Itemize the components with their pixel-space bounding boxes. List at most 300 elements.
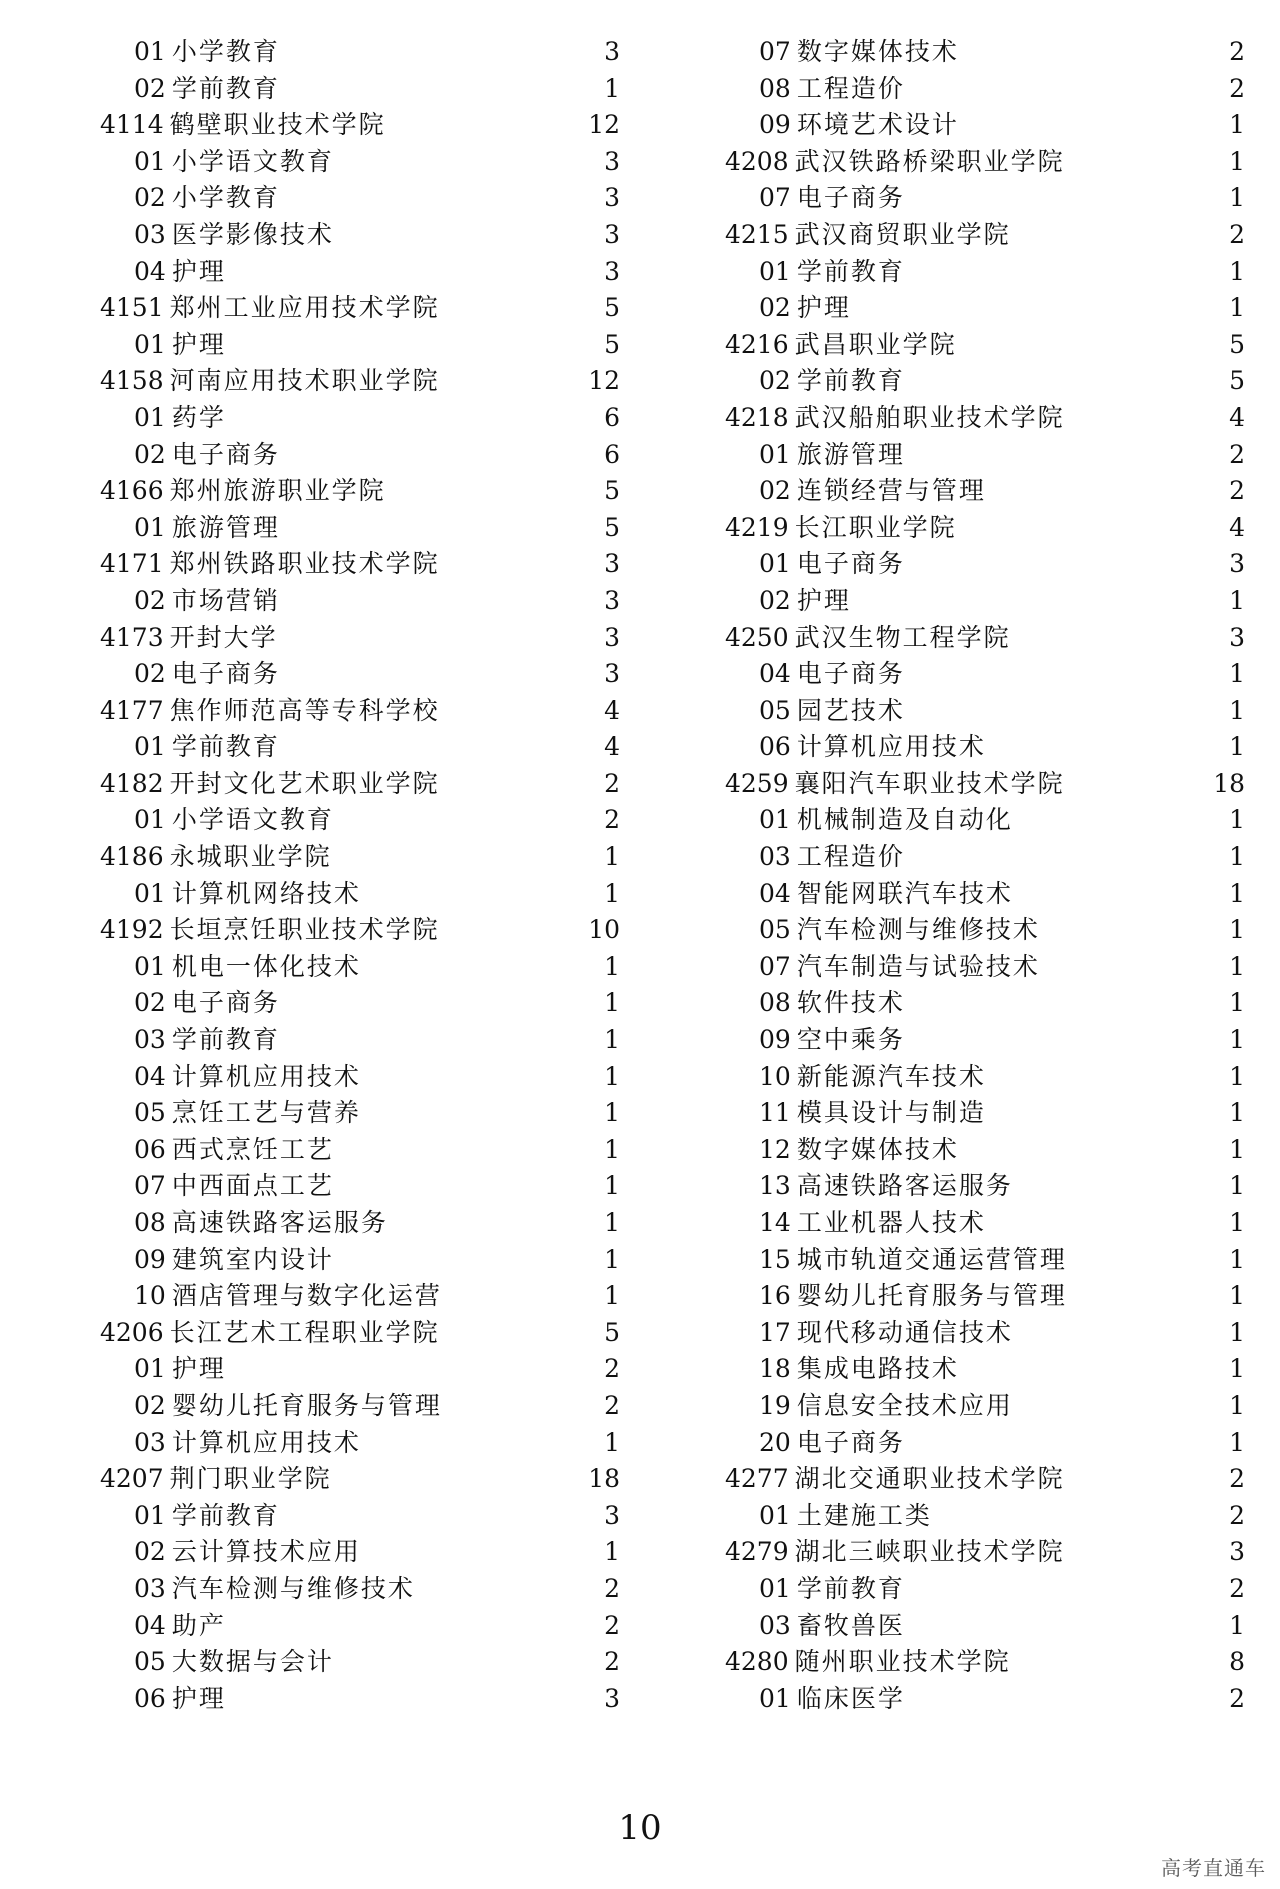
school-row (100, 839, 620, 876)
major-name: 模具设计与制造 (796, 1098, 986, 1128)
major-row (100, 1498, 620, 1535)
school-row (100, 620, 620, 657)
school-row (100, 473, 620, 510)
major-name: 汽车检测与维修技术 (171, 1573, 415, 1603)
major-row (725, 437, 1245, 474)
quota-count: 12 (588, 366, 620, 396)
major-code: 01 (134, 146, 166, 176)
quota-count: 18 (1213, 768, 1245, 798)
major-row (725, 802, 1245, 839)
major-name: 集成电路技术 (796, 1354, 959, 1384)
major-name: 药学 (171, 402, 226, 432)
major-name: 工业机器人技术 (796, 1208, 986, 1237)
major-row (725, 1278, 1245, 1315)
major-row (100, 1278, 620, 1315)
watermark: 高考直通车 (1161, 1856, 1266, 1880)
major-name: 机械制造及自动化 (796, 805, 1013, 835)
major-name: 护理 (171, 256, 226, 286)
major-code: 01 (134, 951, 166, 981)
major-code: 02 (134, 659, 166, 689)
major-code: 11 (759, 1098, 791, 1128)
major-row (100, 1242, 620, 1279)
major-name: 婴幼儿托育服务与管理 (171, 1390, 442, 1420)
major-code: 06 (759, 732, 791, 762)
major-row (100, 949, 620, 986)
major-code: 02 (134, 1390, 166, 1420)
major-name: 学前教育 (796, 366, 905, 396)
major-row (100, 1388, 620, 1425)
quota-count: 3 (604, 1683, 620, 1713)
quota-count: 1 (604, 988, 620, 1018)
major-code: 09 (134, 1244, 166, 1274)
major-row (725, 546, 1245, 583)
quota-count: 1 (1229, 732, 1245, 762)
major-name: 信息安全技术应用 (796, 1390, 1013, 1420)
major-name: 婴幼儿托育服务与管理 (796, 1281, 1067, 1311)
major-row (725, 949, 1245, 986)
major-code: 01 (759, 1500, 791, 1530)
major-code: 02 (134, 585, 166, 615)
major-row (100, 1168, 620, 1205)
major-row (725, 1095, 1245, 1132)
major-code: 09 (759, 1025, 791, 1055)
major-name: 助产 (171, 1610, 226, 1640)
major-row (100, 1351, 620, 1388)
major-code: 01 (759, 256, 791, 286)
major-name: 护理 (796, 585, 851, 615)
major-name: 软件技术 (796, 988, 905, 1018)
major-code: 04 (134, 1610, 166, 1640)
quota-count: 3 (604, 37, 620, 66)
major-code: 08 (759, 73, 791, 103)
major-row (100, 327, 620, 364)
school-row (100, 1315, 620, 1352)
major-row (725, 1315, 1245, 1352)
school-row (100, 363, 620, 400)
major-row (725, 656, 1245, 693)
school-row (725, 217, 1245, 254)
school-name: 郑州工业应用技术学院 (169, 293, 440, 323)
major-row (725, 34, 1245, 71)
major-code: 14 (759, 1208, 791, 1237)
school-code: 4280 (725, 1647, 789, 1677)
school-code: 4277 (725, 1464, 789, 1494)
quota-count: 2 (1229, 1573, 1245, 1603)
major-row (725, 1388, 1245, 1425)
quota-count: 5 (604, 329, 620, 359)
major-name: 护理 (171, 1354, 226, 1384)
school-name: 随州职业技术学院 (794, 1647, 1011, 1677)
quota-count: 3 (604, 1500, 620, 1530)
school-name: 郑州铁路职业技术学院 (169, 549, 440, 579)
major-row (725, 290, 1245, 327)
school-name: 武汉生物工程学院 (794, 622, 1011, 652)
school-name: 鹤壁职业技术学院 (169, 110, 386, 140)
quota-count: 2 (604, 1573, 620, 1603)
major-name: 临床医学 (796, 1683, 905, 1713)
school-name: 焦作师范高等专科学校 (169, 695, 440, 725)
school-name: 武汉商贸职业学院 (794, 219, 1011, 249)
quota-count: 3 (604, 219, 620, 249)
major-code: 07 (759, 951, 791, 981)
quota-count: 1 (604, 842, 620, 872)
school-code: 4177 (100, 695, 164, 725)
major-row (725, 1132, 1245, 1169)
major-code: 01 (759, 1573, 791, 1603)
quota-count: 1 (1229, 146, 1245, 176)
school-row (725, 327, 1245, 364)
major-row (725, 1022, 1245, 1059)
school-name: 湖北交通职业技术学院 (794, 1464, 1065, 1494)
quota-count: 2 (604, 768, 620, 798)
quota-count: 1 (604, 73, 620, 103)
quota-count: 5 (1229, 329, 1245, 359)
school-row (725, 1644, 1245, 1681)
major-name: 高速铁路客运服务 (171, 1208, 388, 1237)
major-code: 02 (759, 585, 791, 615)
major-name: 畜牧兽医 (796, 1610, 905, 1640)
major-code: 01 (134, 805, 166, 835)
quota-count: 1 (1229, 1061, 1245, 1091)
major-row (100, 876, 620, 913)
left-column (100, 34, 620, 1717)
major-code: 08 (759, 988, 791, 1018)
school-code: 4215 (725, 219, 789, 249)
major-code: 01 (134, 512, 166, 542)
major-code: 04 (759, 659, 791, 689)
school-row (725, 1534, 1245, 1571)
major-name: 烹饪工艺与营养 (171, 1098, 361, 1128)
major-name: 汽车制造与试验技术 (796, 951, 1040, 981)
quota-count: 1 (604, 1537, 620, 1567)
quota-count: 2 (1229, 219, 1245, 249)
major-row (725, 1571, 1245, 1608)
major-row (100, 437, 620, 474)
major-row (725, 473, 1245, 510)
major-name: 西式烹饪工艺 (171, 1134, 334, 1164)
school-code: 4208 (725, 146, 789, 176)
school-name: 永城职业学院 (169, 842, 332, 872)
major-code: 06 (134, 1683, 166, 1713)
major-row (725, 1059, 1245, 1096)
school-code: 4173 (100, 622, 164, 652)
quota-count: 3 (1229, 1537, 1245, 1567)
major-row (100, 180, 620, 217)
major-code: 05 (759, 915, 791, 945)
major-name: 高速铁路客运服务 (796, 1171, 1013, 1201)
major-code: 01 (134, 1354, 166, 1384)
school-code: 4166 (100, 476, 164, 506)
quota-count: 12 (588, 110, 620, 140)
major-name: 电子商务 (796, 1427, 905, 1457)
major-row (100, 1425, 620, 1462)
quota-count: 4 (1229, 512, 1245, 542)
school-name: 河南应用技术职业学院 (169, 366, 440, 396)
major-name: 市场营销 (171, 585, 280, 615)
quota-count: 1 (1229, 1427, 1245, 1457)
quota-count: 1 (1229, 659, 1245, 689)
major-code: 06 (134, 1134, 166, 1164)
school-name: 开封大学 (169, 622, 278, 652)
school-code: 4182 (100, 768, 164, 798)
school-code: 4279 (725, 1537, 789, 1567)
major-row (725, 1242, 1245, 1279)
major-code: 04 (134, 256, 166, 286)
major-name: 空中乘务 (796, 1025, 905, 1055)
quota-count: 3 (1229, 549, 1245, 579)
quota-count: 1 (1229, 695, 1245, 725)
major-code: 12 (759, 1134, 791, 1164)
major-name: 学前教育 (171, 73, 280, 103)
major-name: 数字媒体技术 (796, 37, 959, 66)
major-row (100, 1644, 620, 1681)
quota-count: 1 (604, 1208, 620, 1237)
quota-count: 2 (1229, 73, 1245, 103)
major-code: 01 (134, 732, 166, 762)
major-name: 电子商务 (796, 549, 905, 579)
school-name: 长江艺术工程职业学院 (169, 1317, 440, 1347)
major-row (100, 1608, 620, 1645)
major-row (725, 107, 1245, 144)
school-row (100, 693, 620, 730)
school-code: 4192 (100, 915, 164, 945)
major-name: 小学教育 (171, 37, 280, 66)
major-code: 01 (759, 439, 791, 469)
school-name: 武昌职业学院 (794, 329, 957, 359)
major-code: 08 (134, 1208, 166, 1237)
major-name: 学前教育 (171, 732, 280, 762)
major-code: 10 (134, 1281, 166, 1311)
major-name: 护理 (796, 293, 851, 323)
quota-count: 1 (1229, 1390, 1245, 1420)
quota-count: 1 (1229, 1610, 1245, 1640)
school-code: 4158 (100, 366, 164, 396)
quota-count: 3 (604, 585, 620, 615)
quota-count: 5 (604, 476, 620, 506)
quota-count: 1 (1229, 1281, 1245, 1311)
major-row (100, 1205, 620, 1242)
quota-count: 5 (604, 1317, 620, 1347)
major-name: 工程造价 (796, 73, 905, 103)
quota-count: 1 (1229, 256, 1245, 286)
quota-count: 2 (604, 1354, 620, 1384)
major-row (100, 71, 620, 108)
quota-count: 1 (604, 1171, 620, 1201)
quota-count: 3 (1229, 622, 1245, 652)
major-name: 工程造价 (796, 842, 905, 872)
major-code: 17 (759, 1317, 791, 1347)
quota-count: 2 (604, 1390, 620, 1420)
school-name: 襄阳汽车职业技术学院 (794, 768, 1065, 798)
major-name: 电子商务 (171, 659, 280, 689)
major-name: 计算机应用技术 (796, 732, 986, 762)
major-row (100, 510, 620, 547)
major-code: 19 (759, 1390, 791, 1420)
quota-count: 1 (1229, 1354, 1245, 1384)
quota-count: 2 (604, 805, 620, 835)
major-code: 13 (759, 1171, 791, 1201)
major-name: 现代移动通信技术 (796, 1317, 1013, 1347)
major-code: 01 (134, 402, 166, 432)
quota-count: 1 (1229, 878, 1245, 908)
major-name: 电子商务 (171, 439, 280, 469)
major-name: 小学语文教育 (171, 146, 334, 176)
major-row (725, 1168, 1245, 1205)
major-row (100, 254, 620, 291)
major-code: 04 (759, 878, 791, 908)
major-name: 连锁经营与管理 (796, 476, 986, 506)
school-row (725, 400, 1245, 437)
major-row (725, 839, 1245, 876)
quota-count: 3 (604, 549, 620, 579)
quota-count: 18 (588, 1464, 620, 1494)
major-name: 园艺技术 (796, 695, 905, 725)
major-code: 01 (759, 549, 791, 579)
quota-count: 3 (604, 146, 620, 176)
school-name: 武汉船舶职业技术学院 (794, 402, 1065, 432)
school-row (725, 620, 1245, 657)
quota-count: 5 (604, 293, 620, 323)
quota-count: 3 (604, 183, 620, 213)
major-row (100, 985, 620, 1022)
major-code: 01 (134, 37, 166, 66)
school-name: 武汉铁路桥梁职业学院 (794, 146, 1065, 176)
quota-count: 1 (1229, 1208, 1245, 1237)
major-name: 学前教育 (171, 1500, 280, 1530)
major-row (725, 254, 1245, 291)
quota-count: 1 (604, 1281, 620, 1311)
school-code: 4259 (725, 768, 789, 798)
major-name: 旅游管理 (796, 439, 905, 469)
quota-count: 1 (1229, 1098, 1245, 1128)
quota-count: 3 (604, 256, 620, 286)
quota-count: 1 (1229, 988, 1245, 1018)
quota-count: 2 (1229, 1464, 1245, 1494)
major-row (100, 729, 620, 766)
quota-count: 4 (604, 732, 620, 762)
school-code: 4250 (725, 622, 789, 652)
major-row (100, 656, 620, 693)
major-code: 20 (759, 1427, 791, 1457)
major-code: 15 (759, 1244, 791, 1274)
major-name: 汽车检测与维修技术 (796, 915, 1040, 945)
major-row (100, 217, 620, 254)
school-row (100, 546, 620, 583)
major-code: 16 (759, 1281, 791, 1311)
quota-count: 4 (1229, 402, 1245, 432)
major-name: 计算机网络技术 (171, 878, 361, 908)
major-row (725, 985, 1245, 1022)
major-row (100, 1681, 620, 1718)
school-row (725, 510, 1245, 547)
quota-count: 2 (1229, 1683, 1245, 1713)
major-code: 09 (759, 110, 791, 140)
major-name: 护理 (171, 1683, 226, 1713)
quota-count: 1 (604, 878, 620, 908)
school-row (725, 144, 1245, 181)
major-name: 电子商务 (796, 659, 905, 689)
major-name: 数字媒体技术 (796, 1134, 959, 1164)
school-row (100, 107, 620, 144)
school-name: 荆门职业学院 (169, 1464, 332, 1494)
major-code: 02 (759, 293, 791, 323)
quota-count: 1 (1229, 1025, 1245, 1055)
school-name: 长垣烹饪职业技术学院 (169, 915, 440, 945)
major-code: 01 (759, 1683, 791, 1713)
school-code: 4218 (725, 402, 789, 432)
major-row (725, 912, 1245, 949)
major-name: 机电一体化技术 (171, 951, 361, 981)
major-row (100, 1095, 620, 1132)
school-code: 4219 (725, 512, 789, 542)
major-name: 云计算技术应用 (171, 1537, 361, 1567)
school-code: 4114 (100, 110, 164, 140)
quota-count: 1 (604, 1244, 620, 1274)
school-code: 4207 (100, 1464, 164, 1494)
major-name: 学前教育 (796, 256, 905, 286)
major-row (100, 1059, 620, 1096)
major-row (100, 583, 620, 620)
major-name: 土建施工类 (796, 1500, 932, 1530)
major-row (725, 363, 1245, 400)
right-column (725, 34, 1245, 1717)
major-name: 建筑室内设计 (171, 1244, 334, 1274)
quota-count: 5 (1229, 366, 1245, 396)
quota-count: 1 (1229, 183, 1245, 213)
quota-count: 1 (1229, 110, 1245, 140)
quota-count: 8 (1229, 1647, 1245, 1677)
major-code: 03 (134, 219, 166, 249)
quota-count: 1 (1229, 293, 1245, 323)
school-code: 4171 (100, 549, 164, 579)
major-code: 10 (759, 1061, 791, 1091)
major-code: 03 (759, 842, 791, 872)
school-name: 湖北三峡职业技术学院 (794, 1537, 1065, 1567)
school-row (100, 766, 620, 803)
major-code: 05 (134, 1098, 166, 1128)
major-code: 05 (759, 695, 791, 725)
major-code: 04 (134, 1061, 166, 1091)
school-row (100, 1461, 620, 1498)
quota-count: 2 (1229, 476, 1245, 506)
major-code: 01 (134, 329, 166, 359)
major-row (100, 1132, 620, 1169)
school-code: 4216 (725, 329, 789, 359)
major-code: 02 (134, 988, 166, 1018)
major-name: 中西面点工艺 (171, 1171, 334, 1201)
major-row (725, 1425, 1245, 1462)
major-name: 电子商务 (171, 988, 280, 1018)
major-name: 计算机应用技术 (171, 1427, 361, 1457)
major-row (100, 144, 620, 181)
quota-count: 1 (604, 1025, 620, 1055)
quota-count: 1 (1229, 1171, 1245, 1201)
school-code: 4186 (100, 842, 164, 872)
major-name: 小学语文教育 (171, 805, 334, 835)
quota-count: 6 (604, 402, 620, 432)
major-name: 环境艺术设计 (796, 110, 959, 140)
school-row (100, 290, 620, 327)
major-row (100, 802, 620, 839)
major-code: 05 (134, 1647, 166, 1677)
quota-count: 4 (604, 695, 620, 725)
major-code: 07 (759, 37, 791, 66)
quota-count: 1 (1229, 842, 1245, 872)
quota-count: 5 (604, 512, 620, 542)
major-code: 03 (134, 1427, 166, 1457)
quota-count: 1 (1229, 951, 1245, 981)
major-row (725, 1351, 1245, 1388)
